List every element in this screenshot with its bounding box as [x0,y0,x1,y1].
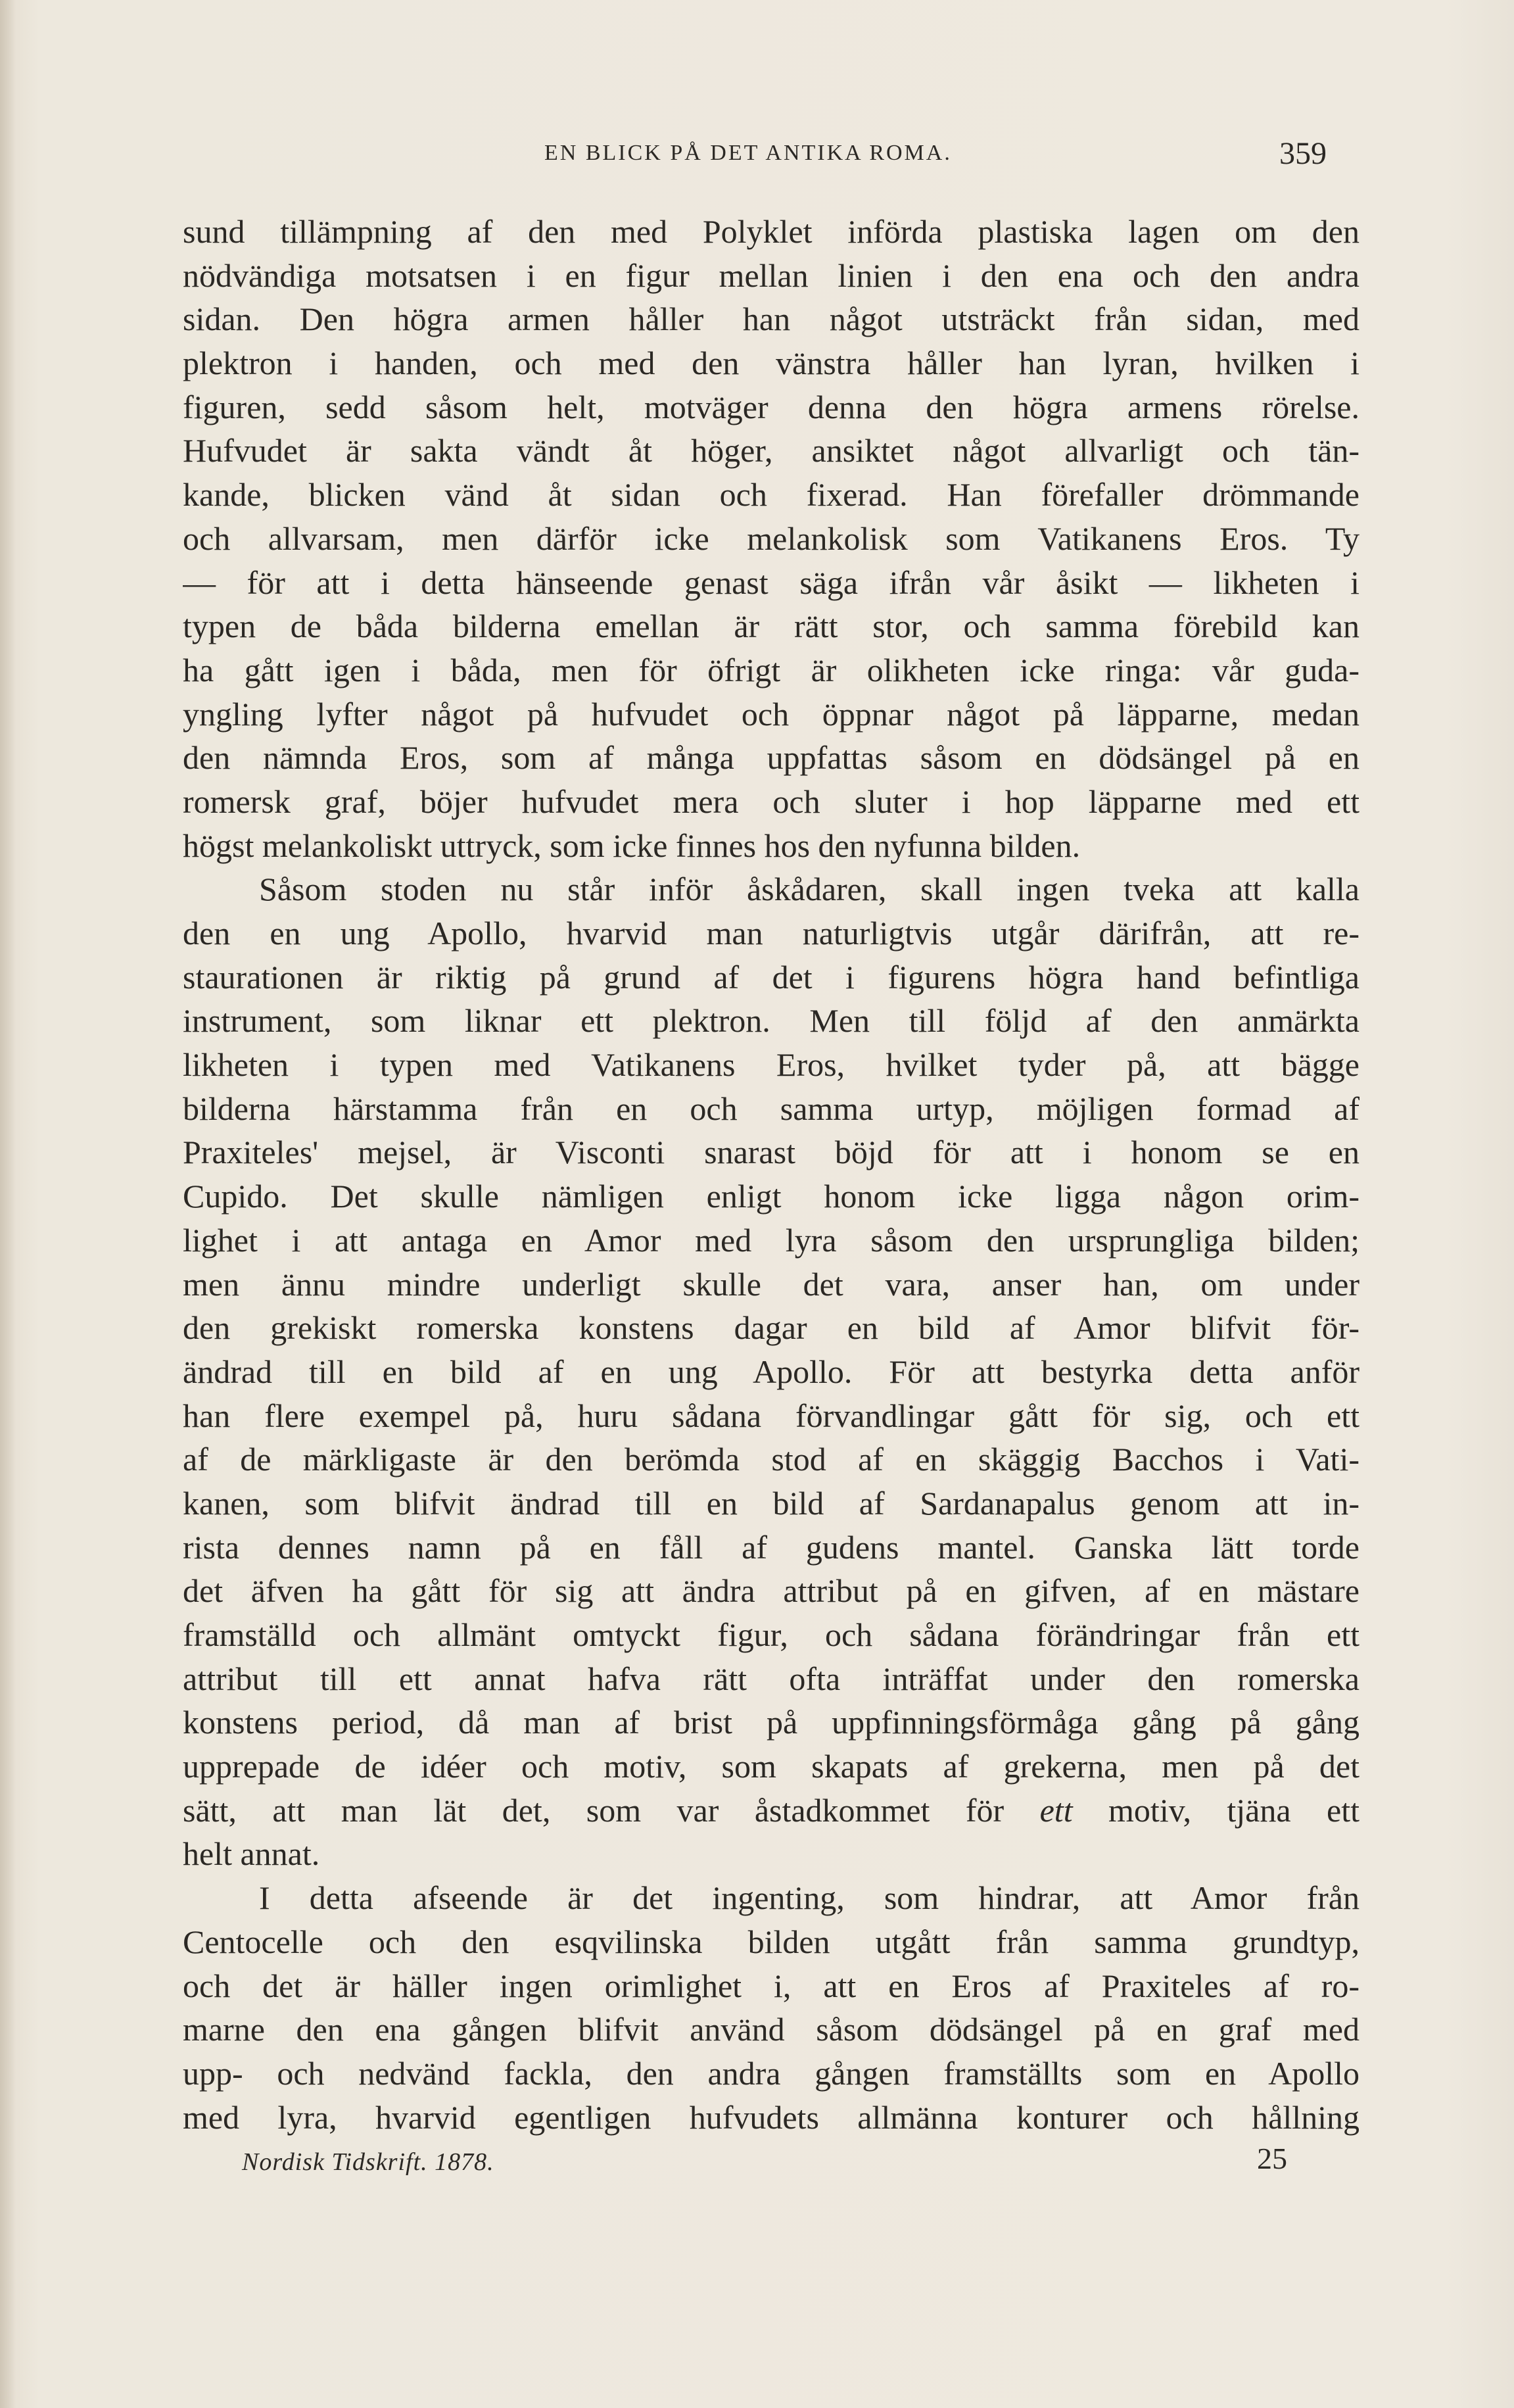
text-line: Hufvudet är sakta vändt åt höger, ansiktet något allvarligt och tän- [183,432,1360,470]
text-line: typen de båda bilderna emellan är rätt stor, och samma förebild kan [183,608,1360,645]
text-line: han flere exempel på, huru sådana förvandlingar gått för sig, och ett [183,1397,1360,1434]
page-number: 359 [1279,136,1327,171]
page-footer [242,2142,1287,2184]
text-line: helt annat. [183,1835,320,1873]
text-line: staurationen är riktig på grund af det i figurens högra hand befintliga [183,958,1360,996]
text-line: lighet i att antaga en Amor med lyra såsom den ursprungliga bilden; [183,1221,1360,1259]
text-line: nödvändiga motsatsen i en figur mellan linien i den ena och den andra [183,256,1360,294]
text-line: kanen, som blifvit ändrad till en bild af Sardanapalus genom att in- [183,1484,1360,1522]
running-head [184,135,1361,175]
text-line: kande, blicken vänd åt sidan och fixerad. Han förefaller drömmande [183,476,1360,514]
text-line: framställd och allmänt omtyckt figur, och sådana förändringar från ett [183,1616,1360,1653]
text-line: likheten i typen med Vatikanens Eros, hvilket tyder på, att bägge [183,1046,1360,1084]
text-line: högst melankoliskt uttryck, som icke finnes hos den nyfunna bilden. [183,827,1081,864]
text-segment: motiv, tjäna ett [1072,1791,1360,1829]
text-line: sidan. Den högra armen håller han något utsträckt från sidan, med [183,301,1360,338]
text-line: den grekiskt romerska konstens dagar en bild af Amor blifvit för- [183,1309,1360,1347]
text-line: med lyra, hvarvid egentligen hufvudets allmänna konturer och hållning [183,2098,1360,2136]
text-segment: sätt, att man lät det, som var åstadkommet för [183,1791,1040,1829]
text-line: Centocelle och den esqvilinska bilden utgått från samma grundtyp, [183,1923,1360,1960]
running-head-title: EN BLICK PÅ DET ANTIKA ROMA. [544,141,952,165]
text-line: Cupido. Det skulle nämligen enligt honom icke ligga någon orim- [183,1178,1360,1215]
text-line: plektron i handen, och med den vänstra håller han lyran, hvilken i [183,345,1360,382]
text-line: sund tillämpning af den med Polyklet införda plastiska lagen om den [183,213,1360,250]
text-line: och allvarsam, men därför icke melankolisk som Vatikanens Eros. Ty [183,519,1360,557]
text-line: den nämnda Eros, som af många uppfattas såsom en dödsängel på en [183,739,1360,777]
signature-mark: 25 [1257,2142,1287,2175]
text-line: figuren, sedd såsom helt, motväger denna den högra armens rörelse. [183,388,1360,425]
text-line: yngling lyfter något på hufvudet och öppnar något på läpparne, medan [183,695,1360,733]
text-line: attribut till ett annat hafva rätt ofta inträffat under den romerska [183,1660,1360,1697]
text-line: Såsom stoden nu står inför åskådaren, skall ingen tveka att kalla [259,871,1360,908]
text-line: Praxiteles' mejsel, är Visconti snarast böjd för att i honom se en [183,1134,1360,1171]
text-line: instrument, som liknar ett plektron. Men till följd af den anmärkta [183,1002,1360,1040]
text-line: bilderna härstamma från en och samma urtyp, möjligen formad af [183,1090,1360,1127]
body-text [183,210,1360,2150]
emphasized-word: ett [1039,1791,1073,1829]
text-line: I detta afseende är det ingenting, som hindrar, att Amor från [259,1879,1360,1917]
text-line [183,1789,1360,1833]
text-line: den en ung Apollo, hvarvid man naturligtvis utgår därifrån, att re- [183,915,1360,951]
page-edge-shadow [0,0,16,2408]
text-line: rista dennes namn på en fåll af gudens mantel. Ganska lätt torde [183,1528,1360,1566]
text-line: men ännu mindre underligt skulle det vara, anser han, om under [183,1265,1360,1303]
text-line: marne den ena gången blifvit använd såsom dödsängel på en graf med [183,2011,1360,2048]
text-line: ha gått igen i båda, men för öfrigt är olikheten icke ringa: vår guda- [183,651,1360,688]
text-line: upprepade de idéer och motiv, som skapats af grekerna, men på det [183,1748,1360,1785]
journal-title: Nordisk Tidskrift. 1878. [242,2148,494,2176]
text-line: romersk graf, böjer hufvudet mera och sluter i hop läpparne med ett [183,783,1360,820]
text-line: det äfven ha gått för sig att ändra attribut på en gifven, af en mästare [183,1572,1360,1610]
text-line: — för att i detta hänseende genast säga ifrån vår åsikt — likheten i [183,564,1360,601]
text-line: upp- och nedvänd fackla, den andra gången framställts som en Apollo [183,2054,1360,2092]
text-line: ändrad till en bild af en ung Apollo. För att bestyrka detta anför [183,1353,1360,1390]
text-line: konstens period, då man af brist på uppfinningsförmåga gång på gång [183,1704,1360,1741]
text-line: och det är häller ingen orimlighet i, att en Eros af Praxiteles af ro- [183,1967,1360,2004]
text-line: af de märkligaste är den berömda stod af en skäggig Bacchos i Vati- [183,1441,1360,1478]
